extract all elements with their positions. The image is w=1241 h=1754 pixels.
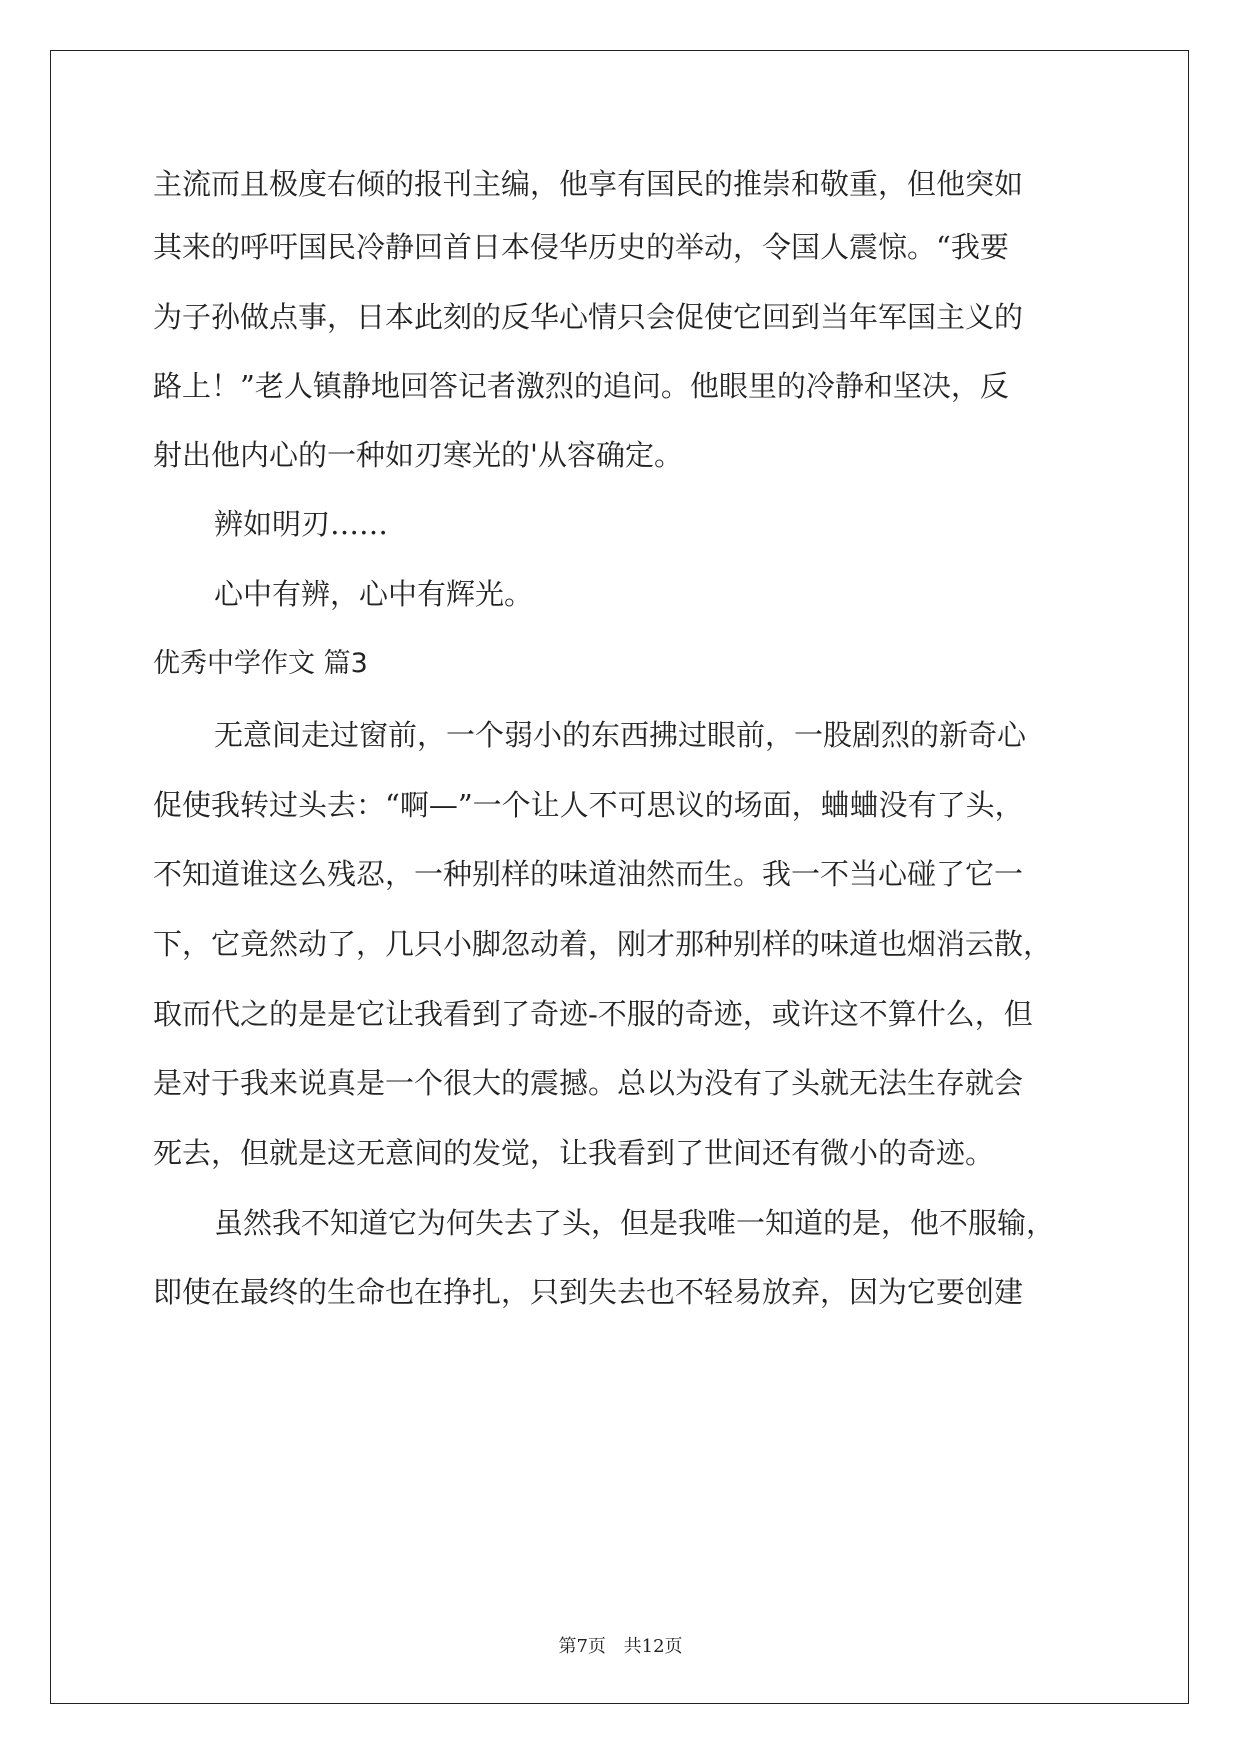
paragraph-line: 主流而且极度右倾的报刊主编，他享有国民的推崇和敬重，但他突如 <box>153 167 1024 201</box>
section-heading: 优秀中学作文 篇3 <box>153 648 368 679</box>
paragraph-line: 无意间走过窗前，一个弱小的东西拂过眼前，一股剧烈的新奇心 <box>214 718 1027 752</box>
paragraph-line: 是对于我来说真是一个很大的震撼。总以为没有了头就无法生存就会 <box>153 1066 1024 1100</box>
paragraph-line: 心中有辨，心中有辉光。 <box>214 577 534 611</box>
paragraph-line: 其来的呼吁国民冷静回首日本侵华历史的举动，令国人震惊。“我要 <box>153 230 1009 264</box>
page-footer <box>0 1632 1241 1658</box>
page-total: 共12页 <box>623 1636 683 1657</box>
page-number: 第7页 <box>558 1636 606 1657</box>
paragraph-line: 即使在最终的生命也在挣扎，只到失去也不轻易放弃，因为它要创建 <box>153 1275 1024 1309</box>
paragraph-line: 虽然我不知道它为何失去了头，但是我唯一知道的是，他不服输， <box>214 1206 1056 1240</box>
paragraph-line: 射出他内心的一种如刃寒光的'从容确定。 <box>153 438 683 472</box>
paragraph-line: 死去，但就是这无意间的发觉，让我看到了世间还有微小的奇迹。 <box>153 1136 995 1170</box>
paragraph-line: 辨如明刃…… <box>214 507 389 541</box>
paragraph-line: 促使我转过头去：“啊—”一个让人不可思议的场面，蛐蛐没有了头， <box>153 788 1024 822</box>
paragraph-line: 不知道谁这么残忍，一种别样的味道油然而生。我一不当心碰了它一 <box>153 857 1024 891</box>
paragraph-line: 路上！”老人镇静地回答记者激烈的追问。他眼里的冷静和坚决，反 <box>153 369 1009 403</box>
paragraph-line: 下，它竟然动了，几只小脚忽动着，刚才那种别样的味道也烟消云散， <box>153 927 1053 961</box>
paragraph-line: 为子孙做点事，日本此刻的反华心情只会促使它回到当年军国主义的 <box>153 300 1024 334</box>
paragraph-line: 取而代之的是是它让我看到了奇迹-不服的奇迹，或许这不算什么，但 <box>153 997 1033 1031</box>
